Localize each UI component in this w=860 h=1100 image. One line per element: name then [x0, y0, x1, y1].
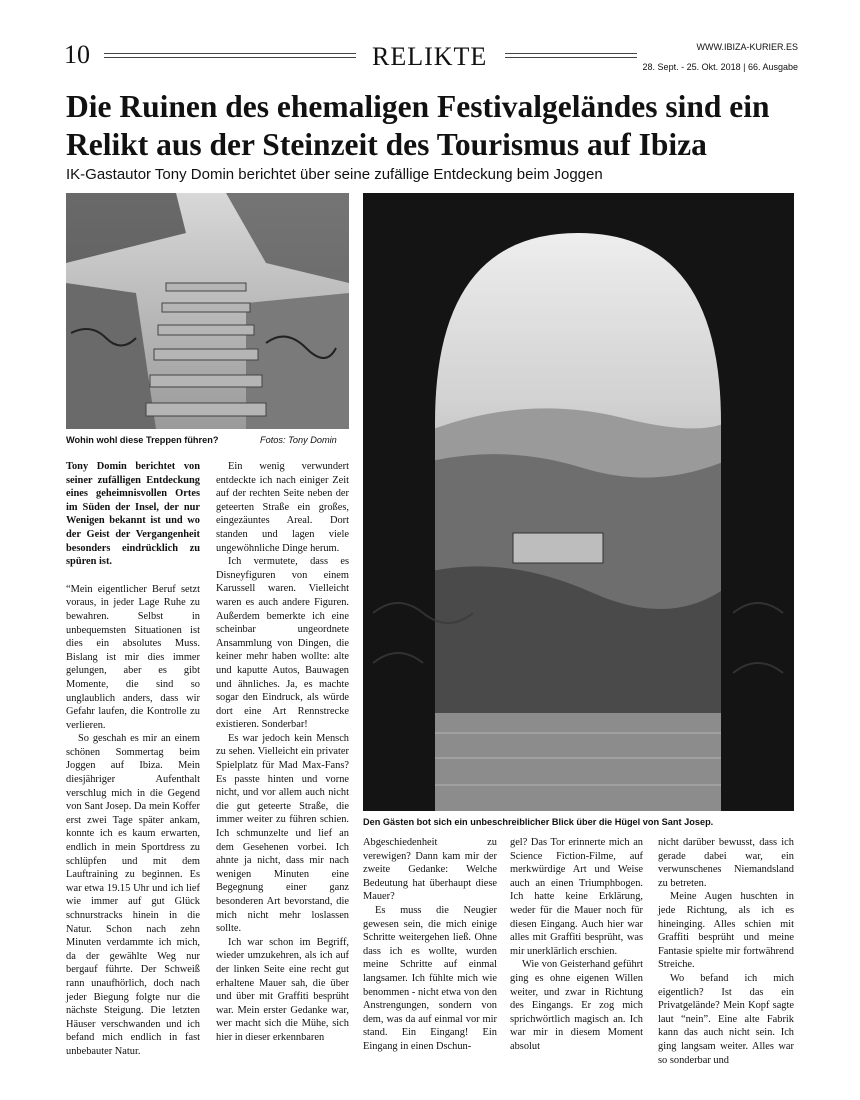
article-lead: Tony Domin berichtet von seiner zufälligen Entdeckung eines geheimnisvollen Ortes im Süden der Insel, der nur Wenigen bekannt ist und wo der Geist der Vergangenheit besonders eindrücklich zu spüren ist. — [66, 461, 200, 568]
paragraph: “Mein eigentlicher Beruf setzt voraus, in jeder Lage Ruhe zu bewahren. Selbst in unbequemsten Situationen ist dies ein absolutes Muss. Bislang ist mir dies immer gelungen, aber es gibt Momente, die sind so unglaublich anders, dass wir Gefahr laufen, die Kontrolle zu verlieren. — [66, 583, 200, 731]
page-number: 10 — [64, 40, 90, 69]
subheadline: IK-Gastautor Tony Domin berichtet über seine zufällige Entdeckung beim Joggen — [66, 166, 603, 183]
paragraph: gel? Das Tor erinnerte mich an Science Fiction-Filme, auf merkwürdige Art und Weise auch an einen Triumphbogen. Ich hatte keine Erklärung, weder für die Mauer noch für diesen Eingang. Auch hier war alles mit Graffiti besprüht, was mir unerklärlich erschien. — [510, 837, 643, 957]
article-column-2 — [216, 460, 349, 1045]
paragraph: Wo befand ich mich eigentlich? Ist das ein Privatgelände? Mein Kopf sagte laut “nein”. Eine alte Fabrik kann das auch nicht sein. Ich ging langsam weiter. Alles war so sonderbar und — [658, 972, 794, 1066]
section-title: RELIKTE — [372, 42, 488, 71]
article-column-3 — [363, 836, 497, 1054]
stairs-photo-illustration — [66, 193, 349, 429]
stairs-photo — [66, 193, 349, 429]
paragraph: Abgeschiedenheit zu verewigen? Dann kam mir der zweite Gedanke: Welche Bedeutung hat überhaupt diese Mauer? — [363, 837, 497, 903]
arch-photo — [363, 193, 794, 811]
article-column-1 — [66, 460, 200, 1059]
photo-credit: Fotos: Tony Domin — [260, 435, 337, 445]
paragraph: Wie von Geisterhand geführt ging es ohne eigenen Willen weiter, und zwar in Richtung des Eingangs. Er zog mich sprichwörtlich magisch an. Ich war mir in diesem Moment absolut — [510, 959, 643, 1052]
paragraph: Ich vermutete, dass es Disneyfiguren von einem Karussell waren. Vielleicht waren es auch andere Figuren. Außerdem bemerkte ich eine scheinbar ungeordnete Ansammlung von Dingen, die keiner mehr haben wollte: alte und kaputte Autos, Bauwagen und ähnliches. Ja, es machte sogar den Eindruck, als würde dort eine Art Rennstrecke existieren. Sonderbar! — [216, 556, 349, 731]
paragraph: So geschah es mir an einem schönen Sommertag beim Joggen auf Ibiza. Mein diesjähriger Aufenthalt verschlug mich in die Gegend von Sant Josep. Da mein Koffer erst zwei Tage später ankam, konnte ich es kaum erwarten, endlich in mein Sportdress zu schlüpfen und mit dem Lauftraining zu beginnen. Es war etwa 19.15 Uhr und ich lief wie immer auf gut Glück schnurstracks hinein in die Natur. Schon nach zehn Minuten verdammte ich mich, da der gewählte Weg nur bergauf führte. Der Schweiß rann unaufhörlich, doch nach jeder Biegung folgte nur die nächste Steigung. Die letzten Häuser verschwanden und ich befand mich endlich in fast unbebauter Natur. — [66, 733, 200, 1057]
paragraph: Es war jedoch kein Mensch zu sehen. Vielleicht ein privater Spielplatz für Mad Max-Fans? Es passte hinten und vorne nicht, und vor allem auch nicht die gut geteerte Straße, die immer weiter zu führen schien. Ich schmunzelte und lief an dem Gesehenen vorbei. Ich ahnte ja nicht, dass mir nach wenigen Minuten eine Begegnung einer ganz besonderen Art bevorstand, die mich nicht mehr loslassen sollte. — [216, 732, 349, 935]
headline: Die Ruinen des ehemaligen Festivalgeländes sind ein Relikt aus der Steinzeit des Tourismus auf Ibiza — [66, 89, 770, 162]
paragraph: nicht darüber bewusst, dass ich gerade dabei war, ein verwunschenes Niemandsland zu betreten. — [658, 837, 794, 889]
stairs-caption: Wohin wohl diese Treppen führen? — [66, 435, 219, 445]
arch-caption: Den Gästen bot sich ein unbeschreiblicher Blick über die Hügel von Sant Josep. — [363, 817, 714, 827]
website-url[interactable]: WWW.IBIZA-KURIER.ES — [696, 42, 798, 52]
header-rule-right — [505, 53, 637, 58]
paragraph: Meine Augen huschten in jede Richtung, als ich es hineinging. Alles schien mit Graffiti besprüht und meine Fantasie spielte mir fortwährend Streiche. — [658, 891, 794, 971]
article-column-4 — [510, 836, 643, 1054]
paragraph: Ein wenig verwundert entdeckte ich nach einiger Zeit auf der rechten Seite neben der geteerten Straße ein großes, eingezäuntes Areal. Dort standen und lagen viele ungewöhnliche Dinge herum. — [216, 461, 349, 554]
issue-date: 28. Sept. - 25. Okt. 2018 | 66. Ausgabe — [642, 62, 798, 72]
paragraph: Ich war schon im Begriff, wieder umzukehren, als ich auf der linken Seite eine recht gut erhaltene Mauer sah, die über und über mit Graffiti besprüht war. Mein erster Gedanke war, wer macht sich die Mühe, sich hier in dieser erkennbaren — [216, 936, 349, 1043]
article-column-5 — [658, 836, 794, 1067]
arch-photo-illustration — [363, 193, 794, 811]
header-rule-left — [104, 53, 356, 58]
paragraph: Es muss die Neugier gewesen sein, die mich einige Schritte weitergehen ließ. Ohne dass ich es wollte, wurden meine Schritte auf einmal langsamer. Ich fühlte mich wie benommen - nicht etwa von den Anstrengungen, sondern von dem, was da auf einmal vor mir stand. Ein Eingang! Ein Eingang in einen Dschun- — [363, 904, 497, 1052]
